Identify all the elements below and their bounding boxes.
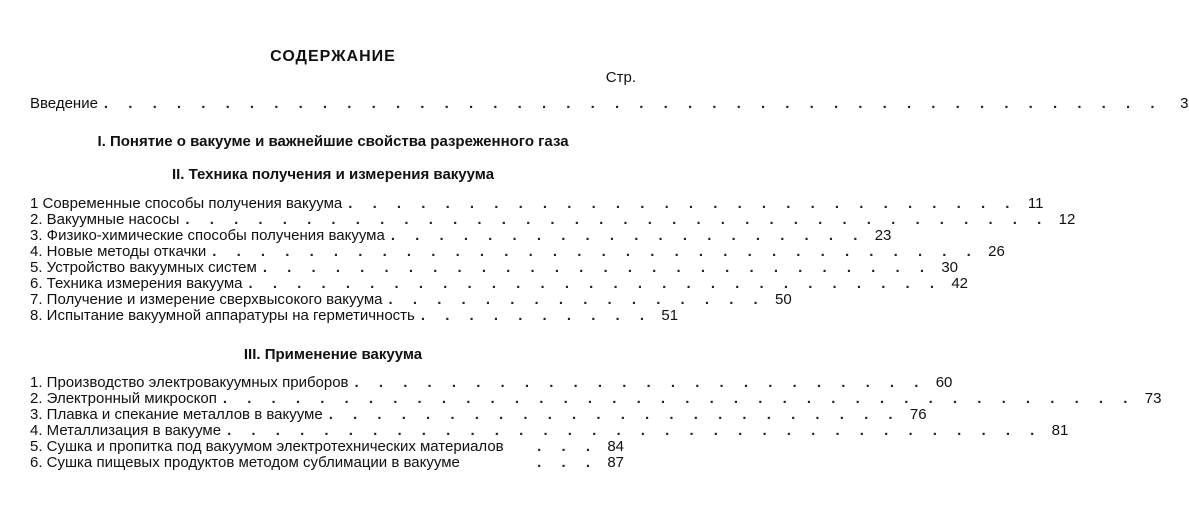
toc-entry-page: 23 bbox=[874, 227, 892, 244]
toc-entry-text: 3. Физико-химические способы получения вакуума bbox=[30, 227, 385, 244]
toc-entry-page: 30 bbox=[941, 259, 959, 276]
toc-entry-text: 6. Сушка пищевых продуктов методом сублимации в вакууме bbox=[30, 454, 460, 471]
toc-entry-page: 87 bbox=[607, 454, 624, 471]
toc-entry-text: 6. Техника измерения вакуума bbox=[30, 275, 243, 292]
leader-dots: . . . . . . . . . . bbox=[420, 307, 653, 324]
toc-entry-page: 81 bbox=[1051, 422, 1069, 439]
leader-dots: . . . . . . . . . . . . . . . . . . . . . . . . . . . . . . . . . . bbox=[227, 422, 1043, 439]
contents-title: СОДЕРЖАНИЕ bbox=[270, 48, 396, 65]
leader-dots: . . . . . . . . . . . . . . . . . . . . bbox=[390, 227, 866, 244]
toc-entry-text: 2. Вакуумные насосы bbox=[30, 211, 180, 228]
leader-dots: . . . . . . . . . . . . . . . . . . . . . . . . . . . . . . . . . . . . . . . . . . . . bbox=[103, 95, 1163, 112]
toc-entry-page: 12 bbox=[1058, 211, 1076, 228]
toc-entry-text: 5. Сушка и пропитка под вакуумом электротехнических материалов bbox=[30, 438, 504, 455]
toc-entry-text: 2. Электронный микроскоп bbox=[30, 390, 217, 407]
toc-entry-text: 5. Устройство вакуумных систем bbox=[30, 259, 257, 276]
toc-entry-page: 84 bbox=[607, 438, 624, 455]
toc-entry[interactable] bbox=[30, 307, 679, 325]
toc-entry-page: 50 bbox=[775, 291, 792, 308]
leader-dots: . . . . . . . . . . . . . . . . . . . . . . . . . . . . bbox=[348, 195, 1018, 212]
leader-dots: . . . . . . . . . . . . . . . . bbox=[388, 291, 766, 308]
toc-entry-page: 76 bbox=[909, 406, 927, 423]
section-heading-3[interactable]: III. Применение вакуума bbox=[243, 346, 423, 363]
toc-entry[interactable] bbox=[30, 454, 624, 472]
leader-dots: . . . . . . . . . . . . . . . . . . . . . . . . . . . . bbox=[262, 259, 933, 276]
leader-dots: . . . . . . . . . . . . . . . . . . . . . . . . . . . . . bbox=[248, 275, 943, 292]
leader-dots: . . . bbox=[537, 454, 598, 471]
section-heading-2[interactable]: II. Техника получения и измерения вакуума bbox=[171, 166, 495, 183]
leader-dots: . . . . . . . . . . . . . . . . . . . . . . . . . . . . . . . . . . . . . . bbox=[222, 390, 1136, 407]
section-heading-1[interactable]: I. Понятие о вакууме и важнейшие свойства разреженного газа bbox=[97, 133, 569, 150]
toc-entry-text: Введение bbox=[30, 95, 98, 112]
toc-entry-intro[interactable] bbox=[30, 95, 1189, 113]
toc-entry-page: 11 bbox=[1027, 195, 1044, 212]
toc-entry-text: 8. Испытание вакуумной аппаратуры на герметичность bbox=[30, 307, 415, 324]
toc-entry-page: 26 bbox=[988, 243, 1005, 260]
pages-column-label: Стр. bbox=[605, 69, 636, 86]
toc-entry-page: 60 bbox=[935, 374, 953, 391]
leader-dots: . . . bbox=[537, 438, 598, 455]
toc-entry-text: 1. Производство электровакуумных приборов bbox=[30, 374, 349, 391]
toc-entry-page: 73 bbox=[1144, 390, 1162, 407]
toc-entry-page: 51 bbox=[661, 307, 679, 324]
toc-entry-page: 3 bbox=[1180, 95, 1189, 112]
leader-dots: . . . . . . . . . . . . . . . . . . . . . . . . . . . . . . . . . . . . bbox=[185, 211, 1050, 228]
leader-dots: . . . . . . . . . . . . . . . . . . . . . . . . bbox=[354, 374, 927, 391]
leader-dots: . . . . . . . . . . . . . . . . . . . . . . . . bbox=[328, 406, 901, 423]
toc-entry-page: 42 bbox=[951, 275, 969, 292]
toc-entry-text: 3. Плавка и спекание металлов в вакууме bbox=[30, 406, 323, 423]
leader-dots: . . . . . . . . . . . . . . . . . . . . . . . . . . . . . . . . bbox=[212, 243, 979, 260]
toc-entry-text: 4. Металлизация в вакууме bbox=[30, 422, 222, 439]
toc-entry-text: 4. Новые методы откачки bbox=[30, 243, 207, 260]
toc-entry-text: 1 Современные способы получения вакуума bbox=[30, 195, 343, 212]
toc-entry-text: 7. Получение и измерение сверхвысокого вакуума bbox=[30, 291, 383, 308]
